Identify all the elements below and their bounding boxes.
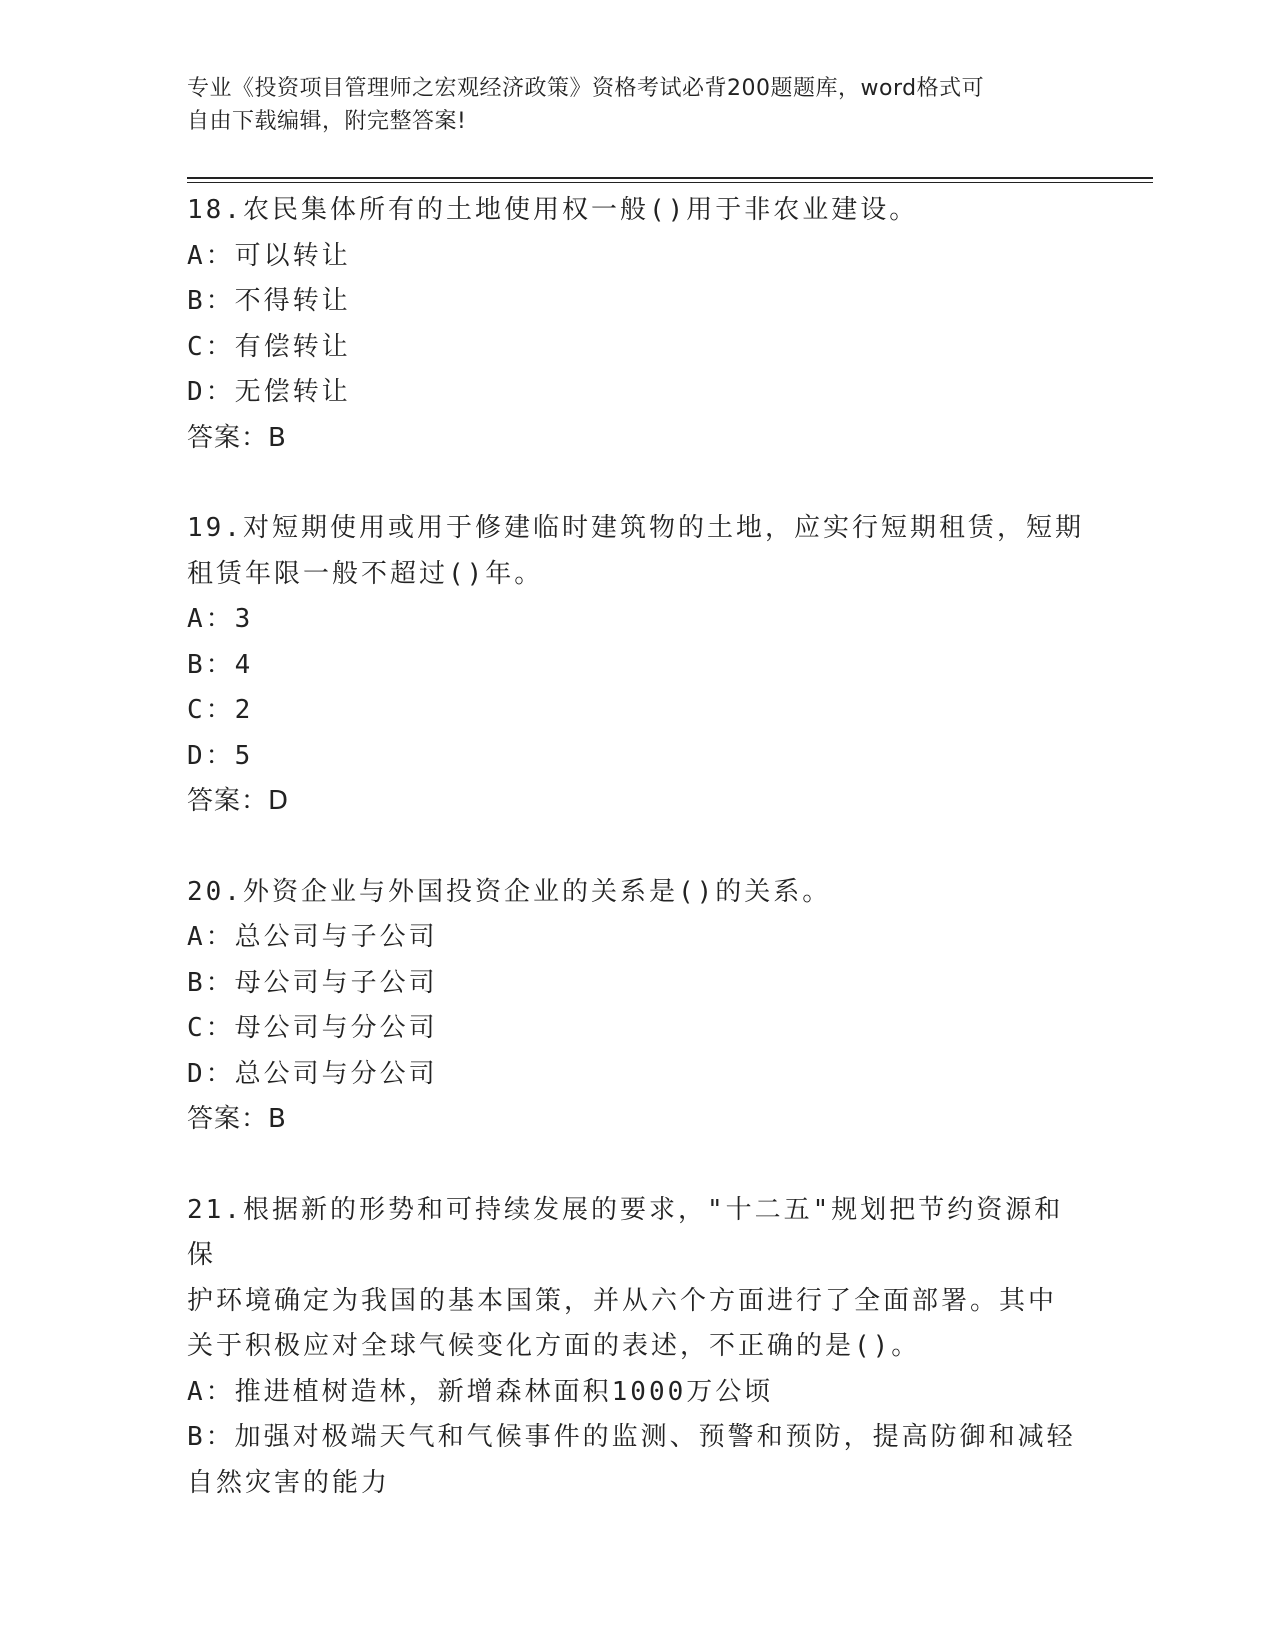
header-line-2: 自由下载编辑，附完整答案!: [187, 109, 467, 134]
question-stem-continued: 护环境确定为我国的基本国策，并从六个方面进行了全面部署。其中: [187, 1285, 1058, 1316]
option-d: [187, 1052, 1087, 1098]
option-letter: A：: [187, 604, 235, 634]
question-list: [187, 188, 1087, 1551]
question-20: [187, 870, 1087, 1143]
answer-line: 答案：D: [187, 786, 290, 816]
question-stem: 18.农民集体所有的土地使用权一般()用于非农业建设。: [187, 195, 919, 225]
option-text: 5: [234, 740, 254, 771]
option-letter: B：: [187, 649, 235, 680]
question-19: [187, 506, 1087, 825]
answer-line: 答案：B: [187, 422, 287, 453]
option-text: 母公司与子公司: [234, 967, 438, 998]
option-text: 母公司与分公司: [234, 1013, 438, 1043]
option-letter: D：: [187, 740, 235, 771]
header-divider: [187, 177, 1153, 183]
option-text: 总公司与分公司: [234, 1058, 438, 1089]
option-b: [187, 279, 1087, 325]
option-letter: B：: [187, 967, 235, 998]
option-a: [187, 1370, 1087, 1416]
option-b: [187, 643, 1087, 689]
document-header: [187, 72, 1067, 138]
option-a: [187, 597, 1087, 643]
question-21: [187, 1188, 1087, 1507]
option-d: [187, 734, 1087, 780]
option-c: [187, 325, 1087, 371]
option-letter: C：: [187, 695, 235, 725]
question-stem: 20.外资企业与外国投资企业的关系是()的关系。: [187, 876, 832, 907]
option-a: [187, 915, 1087, 961]
option-d: [187, 370, 1087, 416]
question-stem-continued: 租赁年限一般不超过()年。: [187, 558, 544, 589]
option-b-continued: 自然灾害的能力: [187, 1467, 391, 1498]
option-letter: B：: [187, 286, 235, 316]
option-letter: B：: [187, 1422, 235, 1452]
option-letter: D：: [187, 377, 235, 407]
option-text: 无偿转让: [234, 377, 351, 407]
option-b: [187, 1415, 1087, 1461]
question-stem: 19.对短期使用或用于修建临时建筑物的土地，应实行短期租赁，短期: [187, 513, 1084, 543]
answer-line: 答案：B: [187, 1104, 287, 1134]
option-text: 4: [234, 649, 254, 680]
option-text: 总公司与子公司: [234, 922, 438, 952]
option-letter: C：: [187, 1013, 235, 1043]
option-text: 可以转让: [234, 240, 351, 271]
question-stem: 21.根据新的形势和可持续发展的要求，"十二五"规划把节约资源和保: [187, 1194, 1064, 1270]
option-letter: A：: [187, 922, 235, 952]
option-letter: A：: [187, 1376, 235, 1407]
option-text: 有偿转让: [234, 331, 351, 362]
option-letter: D：: [187, 1058, 235, 1089]
question-18: [187, 188, 1087, 461]
option-letter: C：: [187, 331, 235, 362]
option-text: 推进植树造林，新增森林面积1000万公顷: [234, 1376, 774, 1407]
option-c: [187, 688, 1087, 734]
option-a: [187, 234, 1087, 280]
option-text: 加强对极端天气和气候事件的监测、预警和预防，提高防御和减轻: [234, 1422, 1076, 1452]
option-text: 3: [234, 604, 254, 634]
option-c: [187, 1006, 1087, 1052]
option-letter: A：: [187, 240, 235, 271]
option-text: 不得转让: [234, 286, 351, 316]
option-b: [187, 961, 1087, 1007]
option-text: 2: [234, 695, 254, 725]
question-stem-continued: 关于积极应对全球气候变化方面的表述，不正确的是()。: [187, 1331, 921, 1361]
header-line-1: 专业《投资项目管理师之宏观经济政策》资格考试必背200题题库，word格式可: [187, 76, 985, 101]
